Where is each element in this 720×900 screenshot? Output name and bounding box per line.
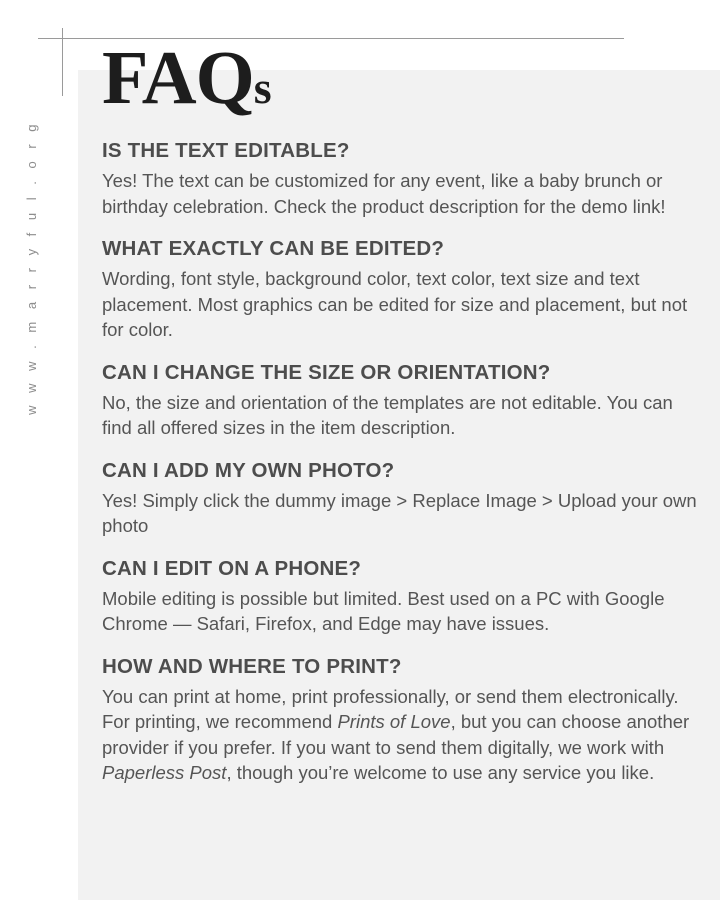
faq-item bbox=[102, 654, 702, 786]
faq-answer-rich bbox=[102, 684, 702, 786]
faq-question: IS THE TEXT EDITABLE? bbox=[102, 139, 350, 162]
faq-answer: No, the size and orientation of the templates are not editable. You can find all offered sizes in the item description. bbox=[102, 391, 673, 438]
faq-answer-text: , though you’re welcome to use any service you like. bbox=[226, 762, 655, 783]
faq-list bbox=[102, 138, 702, 803]
faq-answer-text: , but you can choose another provider if you prefer. If you want to send them digitally, we work with bbox=[102, 711, 690, 758]
faq-item bbox=[102, 236, 702, 343]
faq-question: CAN I EDIT ON A PHONE? bbox=[102, 556, 362, 580]
faq-question: CAN I CHANGE THE SIZE OR ORIENTATION? bbox=[102, 360, 551, 384]
faq-answer-emphasis: Prints of Love bbox=[337, 711, 451, 732]
faq-question: CAN I ADD MY OWN PHOTO? bbox=[102, 458, 395, 482]
page-title bbox=[102, 36, 271, 126]
faq-answer: Yes! Simply click the dummy image > Replace Image > Upload your own photo bbox=[102, 489, 697, 536]
faq-question: HOW AND WHERE TO PRINT? bbox=[102, 654, 402, 678]
faq-item bbox=[102, 138, 702, 219]
faq-item bbox=[102, 458, 702, 539]
faq-answer: Yes! The text can be customized for any event, like a baby brunch or birthday celebration. Check the product description for the demo link! bbox=[102, 170, 666, 217]
faq-answer-text: You can print at home, print professionally, or send them electronically. For printing, we recommend bbox=[102, 685, 679, 732]
faq-item bbox=[102, 556, 702, 637]
page-title-main: FAQ bbox=[102, 36, 254, 120]
faq-answer: Wording, font style, background color, text color, text size and text placement. Most graphics can be edited for size and placement, but not for color. bbox=[102, 268, 688, 340]
left-divider bbox=[62, 28, 63, 96]
page-title-suffix: s bbox=[253, 62, 271, 113]
faq-item bbox=[102, 360, 702, 441]
faq-answer: Mobile editing is possible but limited. Best used on a PC with Google Chrome — Safari, Firefox, and Edge may have issues. bbox=[102, 587, 665, 634]
website-url-text: w w w . m a r r y f u l . o r g bbox=[23, 120, 39, 415]
faq-answer-emphasis: Paperless Post bbox=[102, 762, 227, 783]
website-url-vertical bbox=[16, 120, 46, 520]
faq-question: WHAT EXACTLY CAN BE EDITED? bbox=[102, 237, 445, 260]
